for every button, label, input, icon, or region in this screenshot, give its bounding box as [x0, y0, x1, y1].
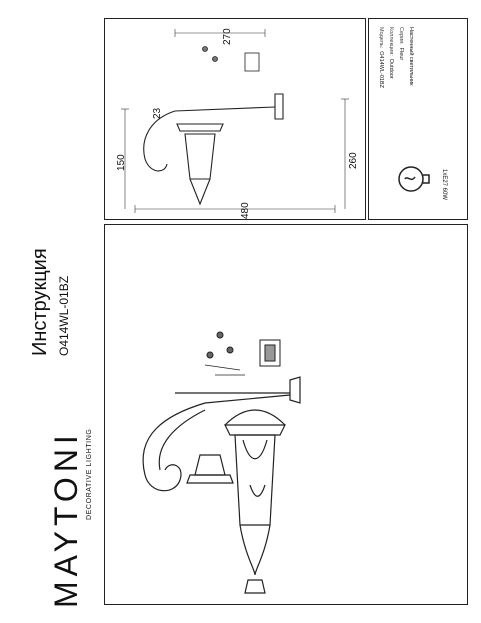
exploded-assembly-drawing	[105, 225, 467, 604]
document-model: O414WL-01BZ	[57, 275, 71, 356]
dimension-plate: 270	[222, 28, 233, 45]
info-model	[378, 27, 384, 88]
collection-label: Коллекция:	[388, 27, 394, 56]
dimension-drawing	[105, 19, 365, 219]
dimension-plate-thickness: 23	[152, 107, 163, 119]
info-collection	[388, 27, 394, 79]
series-label: Серия:	[398, 27, 404, 45]
dimension-height: 260	[348, 152, 359, 169]
type-value: Настенный светильник	[408, 27, 414, 86]
dimension-projection: 150	[116, 154, 127, 171]
dimension-panel	[104, 18, 366, 220]
lamp-spec: 1xE27 60W	[441, 169, 447, 201]
info-type	[408, 27, 414, 86]
series-value: Fleur	[398, 47, 404, 61]
model-label: Модель:	[378, 27, 384, 49]
info-panel	[368, 18, 468, 220]
assembly-panel	[104, 224, 468, 605]
collection-value: Outdoor	[388, 58, 394, 79]
model-value: O414WL-01BZ	[378, 51, 384, 88]
brand-tagline: DECORATIVE LIGHTING	[86, 428, 93, 520]
dimension-width: 480	[240, 202, 251, 219]
bulb-icon	[393, 159, 433, 199]
info-series	[398, 27, 404, 60]
document-title: Инструкция	[29, 248, 51, 356]
maytoni-logo: MAYTONI	[48, 430, 84, 608]
